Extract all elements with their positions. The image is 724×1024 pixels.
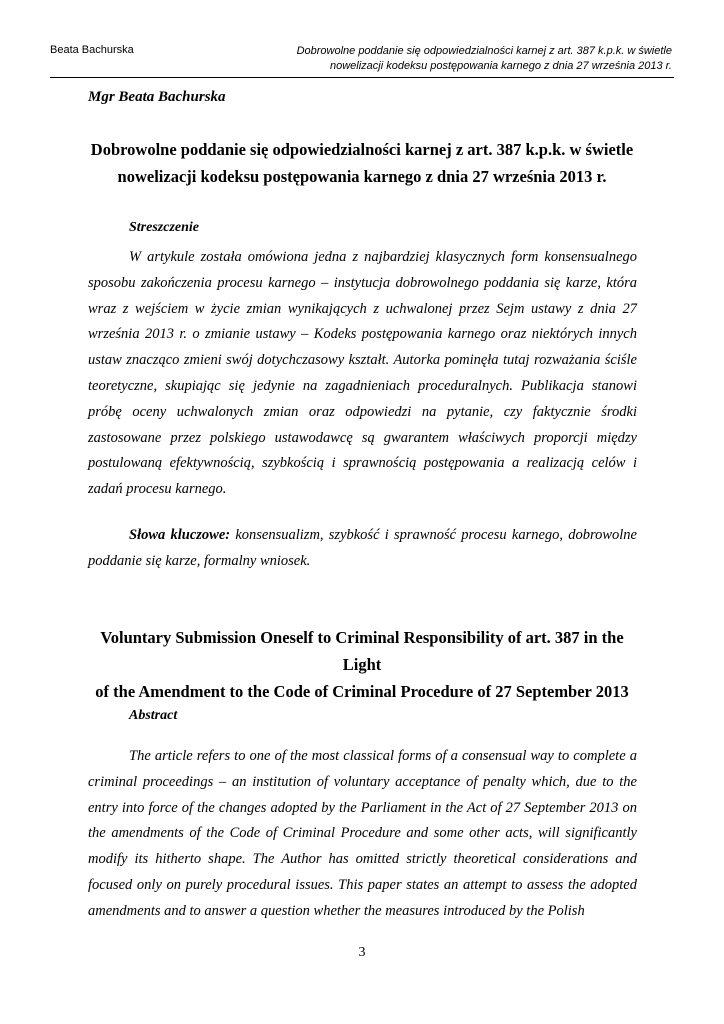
running-header-author: Beata Bachurska bbox=[50, 44, 134, 56]
title-polish bbox=[88, 136, 636, 190]
title-polish-line-2: nowelizacji kodeksu postępowania karnego z dnia 27 września 2013 r. bbox=[117, 167, 607, 186]
keywords-paragraph bbox=[88, 523, 637, 575]
abstract-heading: Abstract bbox=[129, 708, 178, 723]
summary-heading: Streszczenie bbox=[129, 220, 199, 235]
running-header-title bbox=[272, 44, 672, 74]
page-number: 3 bbox=[358, 945, 366, 960]
author-name: Mgr Beata Bachurska bbox=[88, 89, 226, 105]
title-english-line-2: of the Amendment to the Code of Criminal Procedure of 27 September 2013 bbox=[95, 682, 629, 701]
title-polish-line-1: Dobrowolne poddanie się odpowiedzialności karnej z art. 387 k.p.k. w świetle bbox=[90, 140, 634, 159]
title-english-line-1: Voluntary Submission Oneself to Criminal Responsibility of art. 387 in the Light bbox=[100, 628, 624, 674]
keywords-label: Słowa kluczowe: bbox=[129, 527, 231, 543]
keywords-text: konsensualizm, szybkość i sprawność procesu karnego, dobrowolne poddanie się karze, formalny wniosek. bbox=[88, 527, 637, 569]
summary-paragraph: W artykule została omówiona jedna z najbardziej klasycznych form konsensualnego sposobu zakończenia procesu karnego – instytucja dobrowolnego poddania się karze, która wraz z wejściem w życie zmian wynikających z uchwalonej przez Sejm ustawy z dnia 27 września 2013 r. o zmianie ustawy – Kodeks postępowania karnego oraz niektórych innych ustaw znacząco zmieni swój dotychczasowy kształt. Autorka pominęła tutaj rozważania ściśle teoretyczne, skupiając się jedynie na zagadnieniach proceduralnych. Publikacja stanowi próbę oceny uchwalonych zmian oraz odpowiedzi na pytanie, czy faktycznie środki zastosowane przez polskiego ustawodawcę są gwarantem właściwych proporcji między postulowaną efektywnością, szybkością i sprawnością postępowania a realizacją celów i zadań procesu karnego. bbox=[88, 249, 637, 498]
header-divider bbox=[50, 77, 674, 78]
running-header-title-line-1: Dobrowolne poddanie się odpowiedzialności karnej z art. 387 k.p.k. w świetle bbox=[296, 45, 672, 57]
abstract-paragraph: The article refers to one of the most classical forms of a consensual way to complete a criminal proceedings – an institution of voluntary acceptance of penalty which, due to the entry into force of the changes adopted by the Parliament in the Act of 27 September 2013 on the amendments of the Code of Criminal Procedure and some other acts, will significantly modify its hitherto shape. The Author has omitted strictly theoretical considerations and focused only on purely procedural issues. This paper states an attempt to assess the adopted amendments and to answer a question whether the measures introduced by the Polish bbox=[88, 748, 637, 919]
running-header-title-line-2: nowelizacji kodeksu postępowania karnego z dnia 27 września 2013 r. bbox=[329, 60, 672, 72]
title-english bbox=[88, 624, 636, 705]
